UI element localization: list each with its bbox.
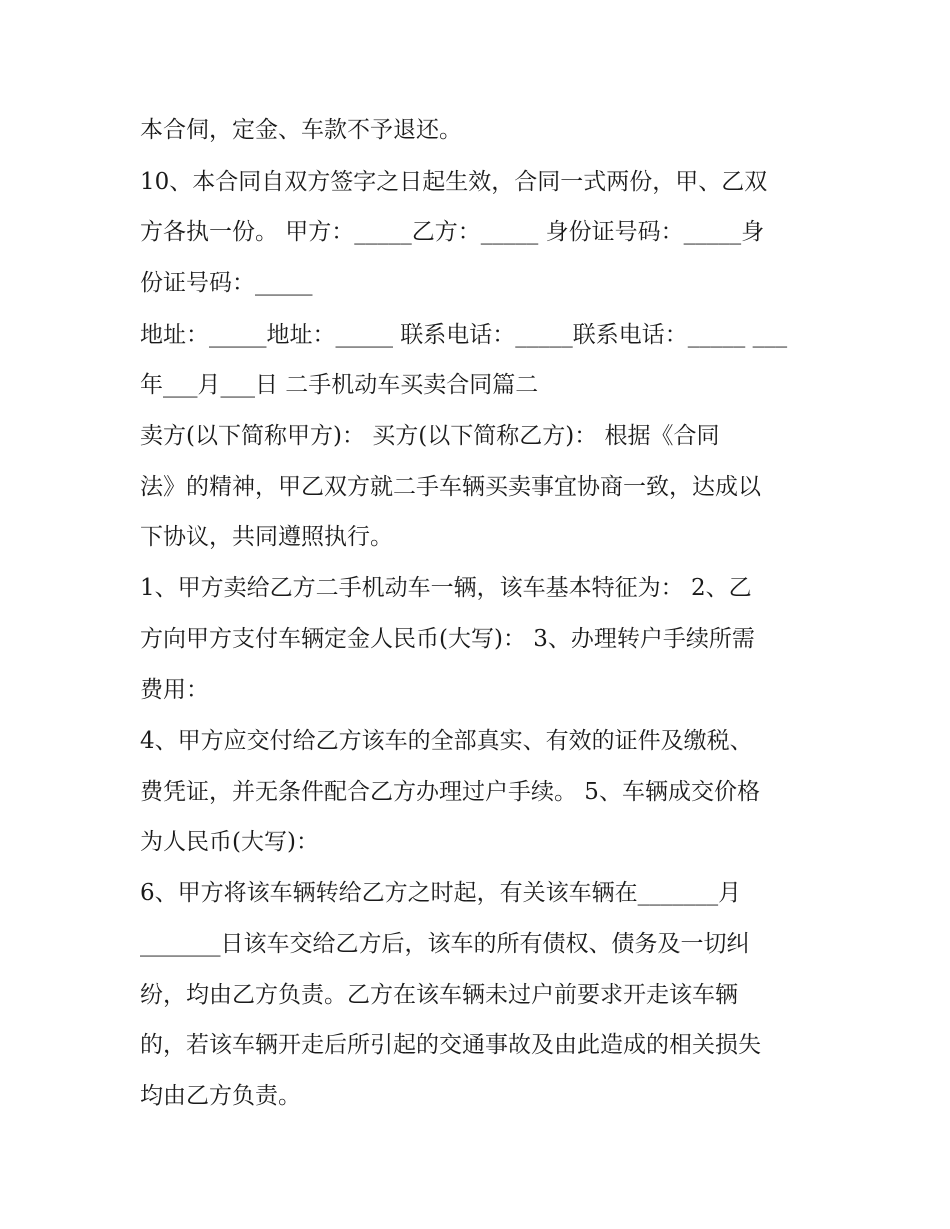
text-line: 的，若该车辆开走后所引起的交通事故及由此造成的相关损失 — [140, 1032, 761, 1058]
text-line: 纷，均由乙方负责。乙方在该车辆未过户前要求开走该车辆 — [140, 982, 738, 1008]
text-line: 费用： — [140, 677, 209, 703]
text-line: 费凭证，并无条件配合乙方办理过户手续。 5、车辆成交价格 — [140, 779, 760, 805]
text-line: 方各执一份。 甲方：_____乙方：_____ 身份证号码：_____身 — [140, 219, 765, 245]
text-line: 均由乙方负责。 — [140, 1083, 301, 1109]
text-line: 年___月___日 二手机动车买卖合同篇二 — [140, 372, 539, 398]
text-line: 6、甲方将该车辆转给乙方之时起，有关该车辆在_______月 — [140, 880, 742, 906]
text-line: 份证号码：_____ — [140, 270, 313, 296]
text-line: 本合伺，定金、车款不予退还。 — [140, 117, 462, 143]
text-line: 为人民币(大写)： — [140, 829, 319, 855]
text-line: 卖方(以下简称甲方)： 买方(以下简称乙方)： 根据《合同 — [140, 423, 720, 449]
text-line: 10、本合同自双方签字之日起生效，合同一式两份，甲、乙双 — [140, 169, 768, 195]
text-line: 方向甲方支付车辆定金人民币(大写)： 3、办理转户手续所需 — [140, 626, 755, 652]
text-line: 4、甲方应交付给乙方该车的全部真实、有效的证件及缴税、 — [140, 728, 753, 754]
text-line: 地址：_____地址：_____ 联系电话：_____联系电话：_____ ___ — [140, 322, 788, 348]
text-line: 法》的精神，甲乙双方就二手车辆买卖事宜协商一致，达成以 — [140, 474, 761, 500]
text-line: 下协议，共同遵照执行。 — [140, 524, 393, 550]
text-line: 1、甲方卖给乙方二手机动车一辆，该车基本特征为： 2、乙 — [140, 575, 752, 601]
text-line: _______日该车交给乙方后，该车的所有债权、债务及一切纠 — [140, 931, 750, 957]
